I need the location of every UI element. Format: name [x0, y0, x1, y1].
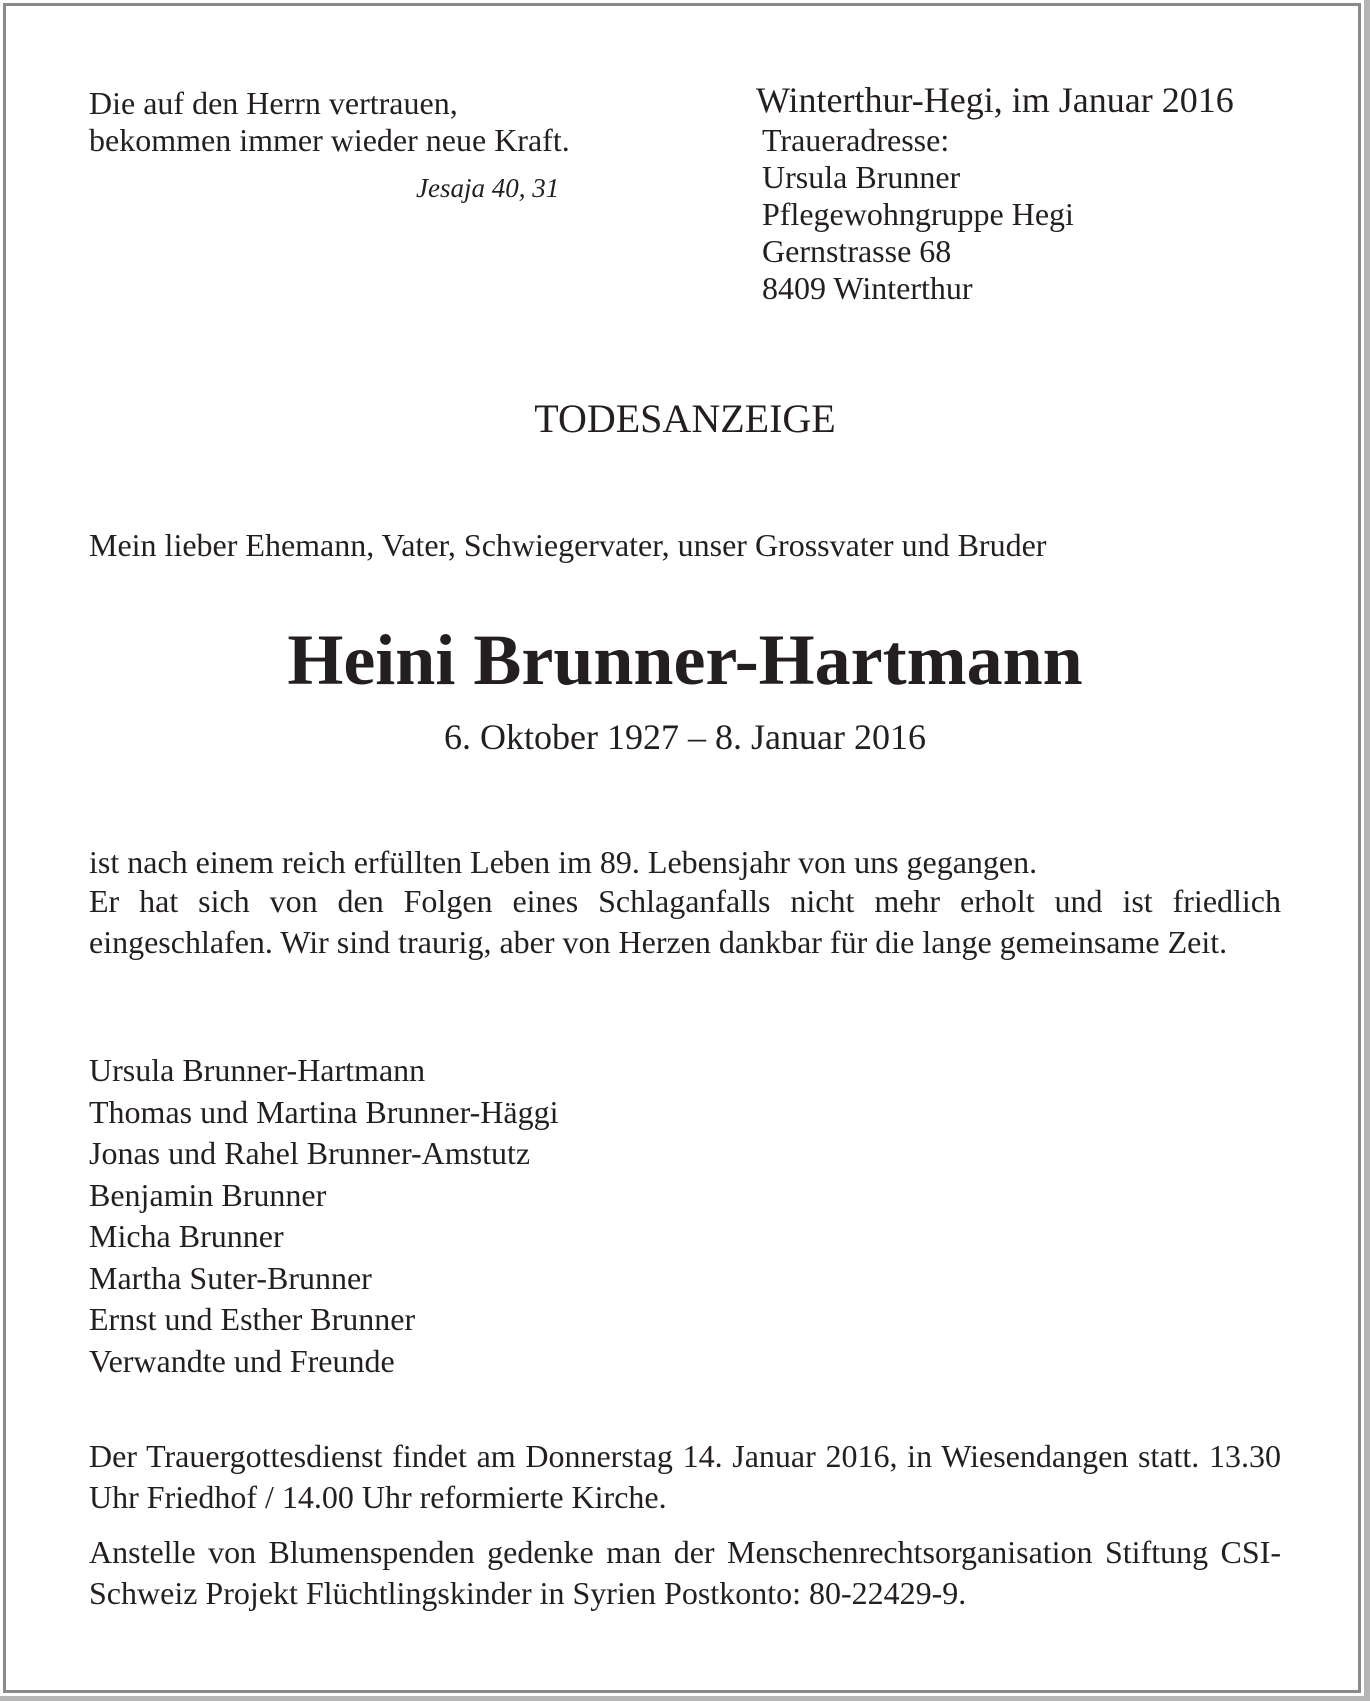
- service-info: Der Trauergottesdienst findet am Donnerstag 14. Januar 2016, in Wiesendangen statt. 13.30 Uhr Friedhof / 14.00 Uhr reformierte Kirche.: [89, 1438, 1281, 1515]
- page-border-shadow-bottom: [0, 1696, 1370, 1701]
- mourner-item: Micha Brunner: [89, 1218, 284, 1254]
- body-first-line: ist nach einem reich erfüllten Leben im 89. Lebensjahr von uns gegangen.: [89, 844, 1038, 880]
- mourner-item: Thomas und Martina Brunner-Häggi: [89, 1093, 559, 1130]
- address-city: 8409 Winterthur: [762, 270, 973, 306]
- mourner-item: Verwandte und Freunde: [89, 1342, 395, 1379]
- motto-line-1: Die auf den Herrn vertrauen,: [89, 85, 458, 121]
- donation-info: Anstelle von Blumenspenden gedenke man der Menschenrechtsorganisation Stiftung CSI-Schweiz Projekt Flüchtlingskinder in Syrien Postkonto: 80-22429-9.: [89, 1534, 1281, 1611]
- mourner-item: Martha Suter-Brunner: [89, 1259, 372, 1296]
- notice-heading: TODESANZEIGE: [534, 396, 836, 441]
- address-line-1: Pflegewohngruppe Hegi: [762, 196, 1074, 232]
- deceased-name: Heini Brunner-Hartmann: [287, 620, 1083, 700]
- address-name: Ursula Brunner: [762, 159, 961, 195]
- address-line-2: Gernstrasse 68: [762, 233, 952, 269]
- mourner-item: Benjamin Brunner: [89, 1176, 327, 1213]
- mourner-item: Ernst und Esther Brunner: [89, 1301, 416, 1337]
- body-paragraph: Er hat sich von den Folgen eines Schlaganfalls nicht mehr erholt und ist friedlich eingeschlafen. Wir sind traurig, aber von Herzen dankbar für die lange gemeinsame Zeit.: [89, 883, 1281, 960]
- life-dates: 6. Oktober 1927 – 8. Januar 2016: [444, 717, 926, 757]
- mourner-item: Jonas und Rahel Brunner-Amstutz: [89, 1135, 531, 1171]
- bible-citation: Jesaja 40, 31: [416, 173, 560, 203]
- motto-line-2: bekommen immer wieder neue Kraft.: [89, 122, 570, 158]
- address-label: Traueradresse:: [762, 122, 950, 158]
- page-border-shadow-right: [1364, 0, 1370, 1701]
- mourners-list: [89, 1050, 558, 1382]
- intro-line: Mein lieber Ehemann, Vater, Schwiegervater, unser Grossvater und Bruder: [89, 527, 1047, 563]
- place-date: Winterthur-Hegi, im Januar 2016: [756, 80, 1234, 120]
- mourner-item: Ursula Brunner-Hartmann: [89, 1052, 426, 1088]
